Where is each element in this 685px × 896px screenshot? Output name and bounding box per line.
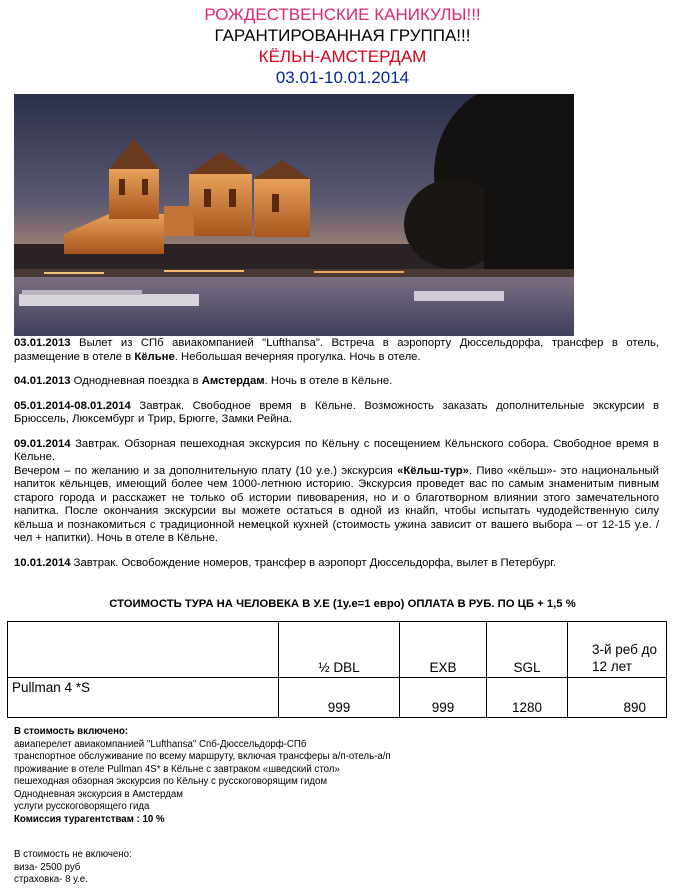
cologne-night-photo <box>14 94 574 336</box>
included-item: транспортное обслуживание по всему маршруту, включая трансферы а/п-отель-а/п <box>14 751 391 762</box>
itinerary-day-2 <box>14 375 659 389</box>
day-4-evening-text-b: . Пиво «кёльш»- это национальный напиток кёльнцев, имеющий более чем 1000-летнюю историю. Экскурсия проведет вас по самым знаменитым пивным старого города и расскажет не только об истории пивоварения, но и о благотворном влиянии этого замечательного напитка. После окончания экскурсии вы можете остаться в одной из кнайп, чтобы испытать чудодейственную силу кёльша и познакомиться с традиционной немецкой кухней (стоимость ужина зависит от вашего выбора – от 12-15 у.е. / чел + напитки). Ночь в отеле в Кёльне. <box>14 464 659 544</box>
day-5-text: Завтрак. Освобождение номеров, трансфер в аэропорт Дюссельдорфа, вылет в Петербург. <box>70 556 557 569</box>
price-table <box>7 621 667 718</box>
day-3-text: Завтрак. Свободное время в Кёльне. Возможность заказать дополнительные экскурсии в Брюссель, Люксембург и Трир, Брюгге, Замки Рейна. <box>14 399 659 425</box>
excluded-section <box>14 849 132 887</box>
price-row-sgl: 1280 <box>487 678 568 718</box>
price-header-exb: EXB <box>400 622 487 678</box>
itinerary-day-4-evening <box>14 465 659 546</box>
day-2-text-b: . Ночь в отеле в Кёльне. <box>264 375 393 387</box>
day-2-date: 04.01.2013 <box>14 375 71 387</box>
included-item: пешеходная обзорная экскурсия по Кёльну с русскоговорящим гидом <box>14 776 328 787</box>
price-header-child: 3-й реб до 12 лет <box>568 622 667 678</box>
day-2-bold: Амстердам <box>201 375 265 387</box>
itinerary-day-5 <box>14 557 659 571</box>
price-row-dbl: 999 <box>279 678 400 718</box>
included-item: проживание в отеле Pullman 4S* в Кёльне с завтраком «шведский стол» <box>14 763 340 775</box>
day-3-date: 05.01.2014-08.01.2014 <box>14 399 131 412</box>
excluded-item: виза- 2500 руб <box>14 861 81 873</box>
day-1-bold: Кёльне <box>134 350 175 363</box>
included-item: Однодневная экскурсия в Амстердам <box>14 788 183 800</box>
included-title: В стоимость включено: <box>14 726 129 737</box>
itinerary-day-1 <box>14 337 659 364</box>
header-route: КЁЛЬН-АМСТЕРДАМ <box>258 47 427 66</box>
price-row-hotel: Pullman 4 *S <box>8 678 279 718</box>
excluded-title: В стоимость не включено: <box>14 849 132 860</box>
price-header-empty <box>8 622 279 678</box>
commission-note: Комиссия турагентствам : 10 % <box>14 813 165 825</box>
price-header-dbl: ½ DBL <box>279 622 400 678</box>
included-section <box>14 726 391 826</box>
itinerary <box>14 337 659 581</box>
day-4-evening-bold: «Кёльш-тур» <box>397 464 469 477</box>
day-4-date: 09.01.2014 <box>14 437 71 450</box>
itinerary-day-3 <box>14 400 659 427</box>
price-row-child: 890 <box>568 678 667 718</box>
price-row-exb: 999 <box>400 678 487 718</box>
tour-header <box>0 4 685 88</box>
day-5-date: 10.01.2014 <box>14 556 71 569</box>
header-dates: 03.01-10.01.2014 <box>275 68 410 87</box>
day-2-text-a: Однодневная поездка в <box>70 375 202 387</box>
price-header-sgl: SGL <box>487 622 568 678</box>
day-4-text: Завтрак. Обзорная пешеходная экскурсия по Кёльну с посещением Кёльнского собора. Свободное время в Кёльне. <box>14 437 659 463</box>
price-table-header-row <box>8 622 667 678</box>
header-title-christmas: РОЖДЕСТВЕНСКИЕ КАНИКУЛЫ!!! <box>204 5 481 24</box>
price-table-row <box>8 678 667 718</box>
day-1-date: 03.01.2013 <box>14 337 71 349</box>
included-item: авиаперелет авиакомпанией "Lufthansa" Спб-Дюссельдорф-СПб <box>14 738 307 750</box>
day-1-text-b: . Небольшая вечерняя прогулка. Ночь в отеле. <box>174 350 421 363</box>
price-title: СТОИМОСТЬ ТУРА НА ЧЕЛОВЕКА В У.Е (1у.е=1 евро) ОПЛАТА В РУБ. ПО ЦБ + 1,5 % <box>109 598 576 610</box>
header-guaranteed-group: ГАРАНТИРОВАННАЯ ГРУППА!!! <box>214 26 471 45</box>
itinerary-day-4 <box>14 438 659 465</box>
day-1-text-a: Вылет из СПб авиакомпанией "Lufthansa". Встреча в аэропорту Дюссельдорфа, трансфер в отель, размещение в отеле в <box>14 337 659 363</box>
included-item: услуги русскоговорящего гида <box>14 801 150 812</box>
excluded-item: страховка- 8 у.е. <box>14 874 88 885</box>
day-4-evening-text-a: Вечером – по желанию и за дополнительную плату (10 у.е.) экскурсия <box>14 464 398 477</box>
